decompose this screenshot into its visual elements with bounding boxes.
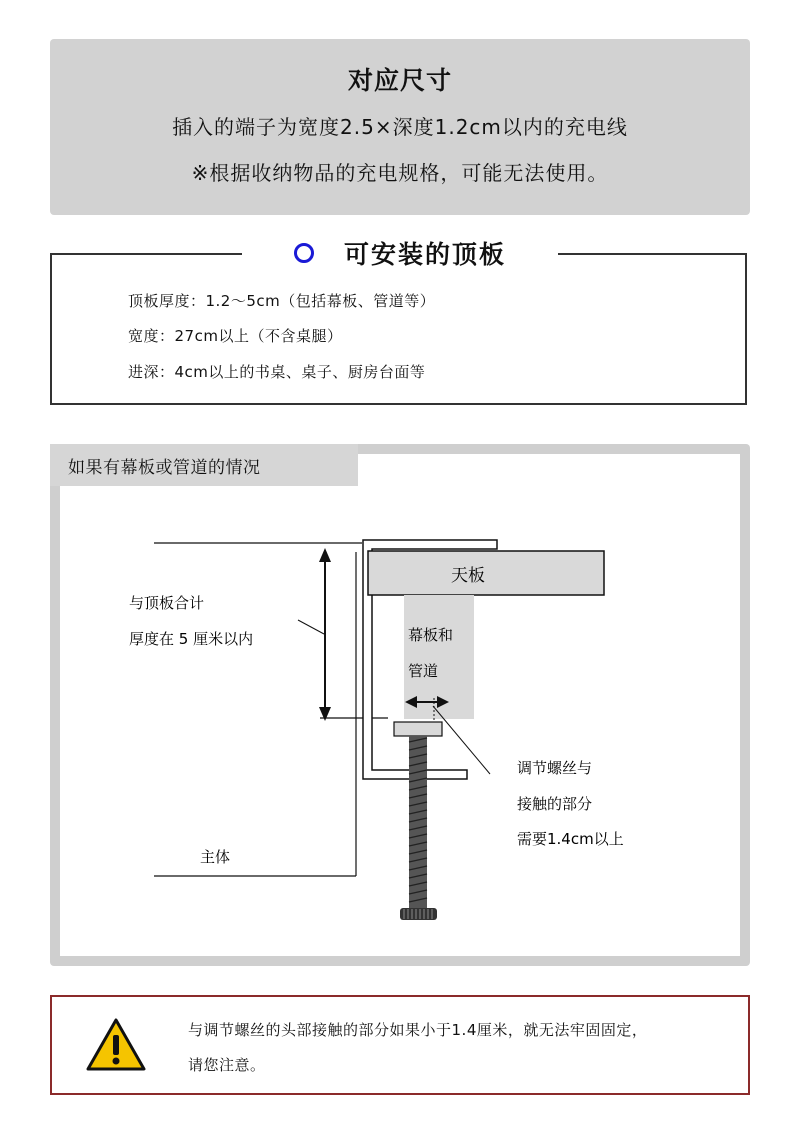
screw-pad bbox=[394, 722, 442, 736]
apron-label-2: 管道 bbox=[408, 662, 439, 680]
board-title: 可安装的顶板 bbox=[343, 240, 506, 269]
warning-text-line2: 请您注意。 bbox=[188, 1056, 266, 1074]
screw-knob bbox=[400, 908, 437, 920]
warning-panel bbox=[50, 995, 750, 1095]
warning-text-line1: 与调节螺丝的头部接触的部分如果小于1.4厘米，就无法牢固固定， bbox=[188, 1021, 648, 1039]
screw-label-1: 调节螺丝与 bbox=[517, 759, 593, 777]
screw-label-2: 接触的部分 bbox=[517, 795, 593, 813]
body-label: 主体 bbox=[200, 848, 231, 866]
circle-icon bbox=[294, 243, 314, 263]
board-width-item: 宽度：27cm以上（不含桌腿） bbox=[128, 327, 343, 345]
thickness-leader bbox=[298, 620, 324, 634]
diagram-tab-label: 如果有幕板或管道的情况 bbox=[68, 457, 261, 478]
top-board-label: 天板 bbox=[451, 566, 485, 586]
arrow-head-up bbox=[319, 548, 331, 562]
warning-icon bbox=[85, 1017, 147, 1073]
arrow-head-down bbox=[319, 707, 331, 721]
size-info-panel bbox=[50, 39, 750, 215]
board-depth-item: 进深：4cm以上的书桌、桌子、厨房台面等 bbox=[128, 363, 426, 381]
size-note-text: ※根据收纳物品的充电规格，可能无法使用。 bbox=[191, 161, 609, 185]
size-terminal-text: 插入的端子为宽度2.5×深度1.2cm以内的充电线 bbox=[172, 115, 628, 139]
board-thickness-item: 顶板厚度：1.2～5cm（包括幕板、管道等） bbox=[128, 292, 436, 310]
apron-label-1: 幕板和 bbox=[408, 626, 454, 644]
thickness-label-1: 与顶板合计 bbox=[129, 594, 205, 612]
screw-label-3: 需要1.4cm以上 bbox=[517, 830, 624, 848]
thickness-label-2: 厚度在 5 厘米以内 bbox=[129, 630, 254, 648]
clamp-diagram bbox=[50, 444, 750, 966]
size-title: 对应尺寸 bbox=[347, 66, 452, 95]
board-header bbox=[242, 233, 558, 273]
top-board bbox=[368, 551, 604, 595]
